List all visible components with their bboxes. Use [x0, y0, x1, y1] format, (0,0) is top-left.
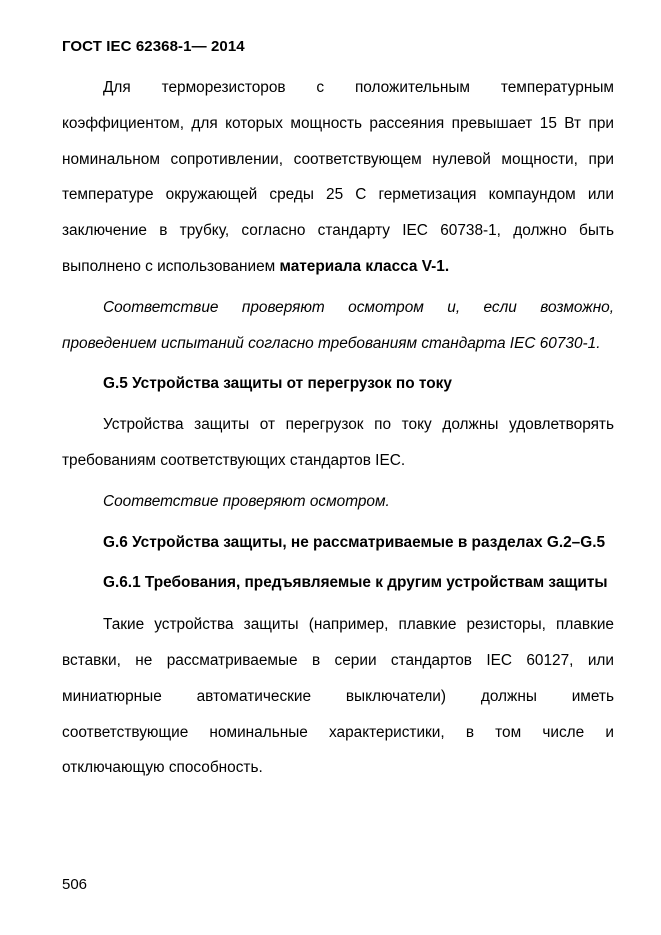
- paragraph-text: Для терморезисторов с положительным температурным коэффициентом, для которых мощность рассеяния превышает 15 Вт при номинальном сопротивлении, соответствующем нулевой мощности, при температуре окружающей среды 25 С герметизация компаундом или заключение в трубку, согласно стандарту IEC 60738-1, должно быть выполнено с использованием: [62, 79, 614, 275]
- subsection-heading-g6-1: G.6.1 Требования, предъявляемые к другим устройствам защиты: [103, 574, 608, 592]
- paragraph-thermistor-requirement: [62, 70, 614, 285]
- document-body: [62, 70, 614, 786]
- paragraph-overcurrent-devices: Устройства защиты от перегрузок по току должны удовлетворять требованиям соответствующих стандартов IEC.: [62, 416, 614, 469]
- compliance-check-paragraph: Соответствие проверяют осмотром и, если возможно, проведением испытаний согласно требованиям стандарта IEC 60730-1.: [62, 298, 614, 352]
- document-header: ГОСТ IEC 62368-1— 2014: [62, 38, 245, 55]
- material-class-emphasis: материала класса V-1.: [279, 257, 450, 275]
- page-number: 506: [62, 876, 88, 893]
- section-heading-g6: G.6 Устройства защиты, не рассматриваемые в разделах G.2–G.5: [103, 533, 606, 551]
- compliance-inspection-note: Соответствие проверяют осмотром.: [103, 492, 390, 510]
- section-heading-g5: G.5 Устройства защиты от перегрузок по току: [103, 375, 452, 393]
- paragraph-other-protective-devices: Такие устройства защиты (например, плавкие резисторы, плавкие вставки, не рассматриваемые в серии стандартов IEC 60127, или миниатюрные автоматические выключатели) должны иметь соответствующие номинальные характеристики, в том числе и отключающую способность.: [62, 616, 614, 777]
